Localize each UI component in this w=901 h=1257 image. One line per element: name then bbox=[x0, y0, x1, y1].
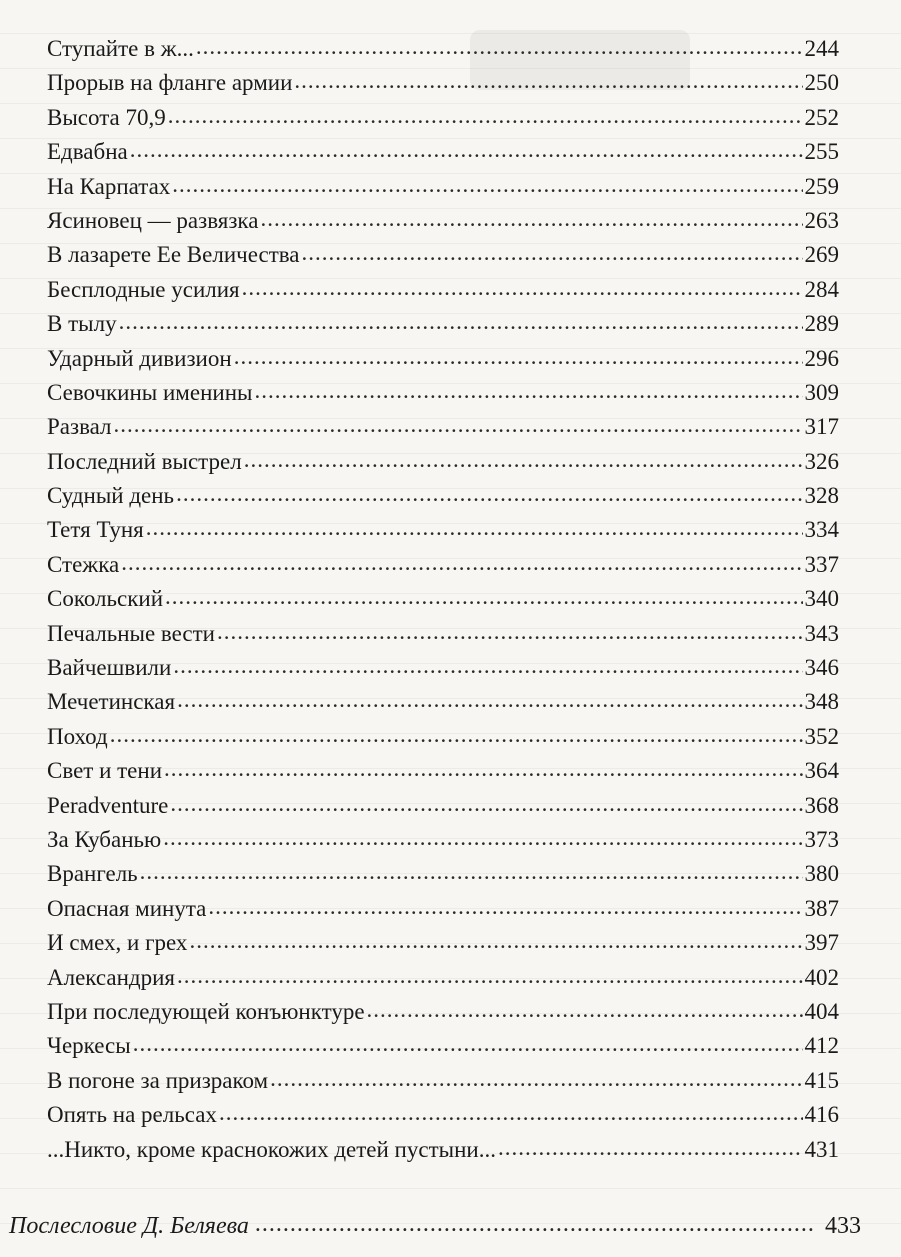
toc-entry[interactable] bbox=[47, 342, 839, 376]
toc-entry-page: 431 bbox=[804, 1136, 839, 1162]
toc-entry-title: ...Никто, кроме краснокожих детей пустыни... bbox=[47, 1136, 496, 1162]
toc-entry-title: Поход bbox=[47, 723, 108, 749]
dot-leader bbox=[119, 305, 803, 339]
dot-leader bbox=[172, 168, 802, 202]
dot-leader bbox=[260, 202, 802, 236]
dot-leader bbox=[254, 374, 802, 408]
toc-entry-title: Прорыв на фланге армии bbox=[47, 70, 293, 96]
dot-leader bbox=[176, 477, 802, 511]
toc-entry-page: 364 bbox=[804, 758, 839, 784]
toc-entry[interactable] bbox=[47, 1098, 839, 1132]
toc-entry[interactable] bbox=[47, 789, 839, 823]
toc-entry-page: 373 bbox=[804, 826, 839, 852]
toc-entry-title: И смех, и грех bbox=[47, 930, 188, 956]
dot-leader bbox=[140, 855, 803, 889]
toc-entry[interactable] bbox=[47, 1064, 839, 1098]
dot-leader bbox=[163, 821, 802, 855]
toc-entry[interactable] bbox=[47, 204, 839, 238]
dot-leader bbox=[165, 580, 802, 614]
dot-leader bbox=[294, 64, 802, 98]
toc-entry-title: Сокольский bbox=[47, 586, 164, 612]
toc-entry-title: Ступайте в ж... bbox=[47, 36, 194, 61]
toc-entry-title: Судный день bbox=[47, 483, 175, 509]
toc-entry-page: 317 bbox=[804, 414, 839, 440]
dot-leader bbox=[234, 340, 803, 374]
dot-leader bbox=[196, 30, 803, 64]
toc-entry-page: 326 bbox=[804, 448, 839, 474]
toc-entry[interactable] bbox=[47, 170, 839, 204]
toc-entry-title: Стежка bbox=[47, 551, 120, 577]
toc-entry[interactable] bbox=[47, 720, 839, 754]
toc-entry-page: 348 bbox=[804, 689, 839, 715]
dot-leader bbox=[173, 649, 802, 683]
toc-entry-page: 397 bbox=[804, 930, 839, 956]
toc-entry-title: Опасная минута bbox=[47, 895, 207, 921]
toc-entry[interactable] bbox=[47, 32, 839, 66]
toc-entry-page: 334 bbox=[804, 517, 839, 543]
toc-entry[interactable] bbox=[47, 617, 839, 651]
toc-entry-page: 269 bbox=[804, 242, 839, 268]
toc-entry-page: 296 bbox=[804, 345, 839, 371]
dot-leader bbox=[270, 1062, 802, 1096]
toc-entry-title: В погоне за призраком bbox=[47, 1067, 269, 1093]
toc-entry[interactable] bbox=[47, 1029, 839, 1063]
dot-leader bbox=[110, 718, 803, 752]
toc-entry-page: 337 bbox=[804, 551, 839, 577]
toc-entry[interactable] bbox=[47, 892, 839, 926]
toc-entry-title: Вайчешвили bbox=[47, 655, 172, 681]
toc-entry[interactable] bbox=[47, 857, 839, 891]
dot-leader bbox=[121, 546, 802, 580]
dot-leader bbox=[168, 99, 803, 133]
toc-entry-title: Тетя Туня bbox=[47, 517, 144, 543]
dot-leader bbox=[217, 615, 803, 649]
table-of-contents bbox=[47, 32, 839, 1167]
toc-entry-page: 289 bbox=[804, 311, 839, 337]
toc-entry-page: 433 bbox=[825, 1213, 861, 1239]
toc-entry[interactable] bbox=[47, 685, 839, 719]
toc-entry-page: 416 bbox=[804, 1102, 839, 1128]
toc-entry[interactable] bbox=[47, 479, 839, 513]
toc-entry-title: Свет и тени bbox=[47, 758, 163, 784]
dot-leader bbox=[244, 443, 803, 477]
toc-entry-page: 340 bbox=[804, 586, 839, 612]
toc-entry-page: 309 bbox=[804, 379, 839, 405]
toc-entry-page: 259 bbox=[804, 173, 839, 199]
toc-entry-title: Опять на рельсах bbox=[47, 1102, 217, 1128]
toc-entry[interactable] bbox=[47, 135, 839, 169]
toc-entry[interactable] bbox=[47, 238, 839, 272]
toc-entry-title: Александрия bbox=[47, 964, 175, 990]
toc-entry-page: 352 bbox=[804, 723, 839, 749]
toc-entry[interactable] bbox=[47, 651, 839, 685]
toc-entry-title: Печальные вести bbox=[47, 620, 215, 646]
dot-leader bbox=[164, 752, 802, 786]
dot-leader bbox=[130, 133, 803, 167]
toc-entry[interactable] bbox=[47, 823, 839, 857]
dot-leader bbox=[498, 1131, 803, 1165]
toc-entry[interactable] bbox=[47, 513, 839, 547]
dot-leader bbox=[302, 236, 803, 270]
toc-entry-title: При последующей конъюнктуре bbox=[47, 998, 365, 1024]
toc-entry-title: Едвабна bbox=[47, 139, 128, 165]
toc-entry-page: 343 bbox=[804, 620, 839, 646]
toc-entry[interactable] bbox=[47, 410, 839, 444]
dot-leader bbox=[242, 271, 803, 305]
toc-entry-title: Ударный дивизион bbox=[47, 345, 232, 371]
toc-entry-title: На Карпатах bbox=[47, 173, 171, 199]
toc-entry[interactable] bbox=[47, 445, 839, 479]
dot-leader bbox=[133, 1027, 803, 1061]
dot-leader bbox=[114, 408, 803, 442]
toc-entry-page: 387 bbox=[804, 895, 839, 921]
toc-entry[interactable] bbox=[47, 961, 839, 995]
toc-entry[interactable] bbox=[47, 754, 839, 788]
dot-leader bbox=[189, 924, 802, 958]
toc-entry-page: 402 bbox=[804, 964, 839, 990]
toc-entry-page: 415 bbox=[804, 1067, 839, 1093]
toc-entry-page: 255 bbox=[804, 139, 839, 165]
toc-entry-title: За Кубанью bbox=[47, 826, 162, 852]
toc-entry[interactable] bbox=[47, 548, 839, 582]
dot-leader bbox=[255, 1211, 815, 1238]
toc-entry[interactable] bbox=[47, 307, 839, 341]
toc-entry-title: Мечетинская bbox=[47, 689, 176, 715]
toc-entry-title: Последний выстрел bbox=[47, 448, 242, 474]
toc-entry-title: Бесплодные усилия bbox=[47, 276, 240, 302]
toc-entry[interactable] bbox=[47, 926, 839, 960]
toc-entry-title: Peradventure bbox=[47, 792, 169, 818]
toc-entry-page: 328 bbox=[804, 483, 839, 509]
toc-entry-page: 250 bbox=[804, 70, 839, 96]
toc-entry-page: 244 bbox=[804, 36, 839, 61]
toc-entry-title: Севочкины именины bbox=[47, 379, 253, 405]
toc-entry-title: Высота 70,9 bbox=[47, 104, 166, 130]
toc-entry-page: 368 bbox=[804, 792, 839, 818]
dot-leader bbox=[177, 683, 802, 717]
toc-entry-page: 346 bbox=[804, 655, 839, 681]
toc-entry-title: Послесловие Д. Беляева bbox=[9, 1213, 249, 1239]
toc-entry[interactable] bbox=[47, 66, 839, 100]
toc-entry[interactable] bbox=[47, 995, 839, 1029]
toc-entry-title: Черкесы bbox=[47, 1033, 131, 1059]
dot-leader bbox=[170, 787, 802, 821]
toc-entry-page: 412 bbox=[804, 1033, 839, 1059]
toc-entry[interactable] bbox=[47, 101, 839, 135]
toc-entry-title: Развал bbox=[47, 414, 112, 440]
toc-entry-afterword[interactable] bbox=[9, 1213, 861, 1240]
toc-entry-title: В лазарете Ее Величества bbox=[47, 242, 300, 268]
toc-entry-page: 252 bbox=[804, 104, 839, 130]
toc-entry-title: Врангель bbox=[47, 861, 138, 887]
dot-leader bbox=[208, 890, 802, 924]
toc-entry[interactable] bbox=[47, 273, 839, 307]
dot-leader bbox=[367, 993, 803, 1027]
toc-entry-page: 404 bbox=[804, 998, 839, 1024]
toc-entry-title: В тылу bbox=[47, 311, 117, 337]
toc-entry-title: Ясиновец — развязка bbox=[47, 207, 259, 233]
toc-entry[interactable] bbox=[47, 376, 839, 410]
toc-entry-page: 284 bbox=[804, 276, 839, 302]
toc-entry[interactable] bbox=[47, 582, 839, 616]
toc-entry[interactable] bbox=[47, 1133, 839, 1167]
dot-leader bbox=[146, 511, 803, 545]
dot-leader bbox=[219, 1096, 803, 1130]
dot-leader bbox=[177, 959, 803, 993]
toc-entry-page: 380 bbox=[804, 861, 839, 887]
toc-entry-page: 263 bbox=[804, 207, 839, 233]
